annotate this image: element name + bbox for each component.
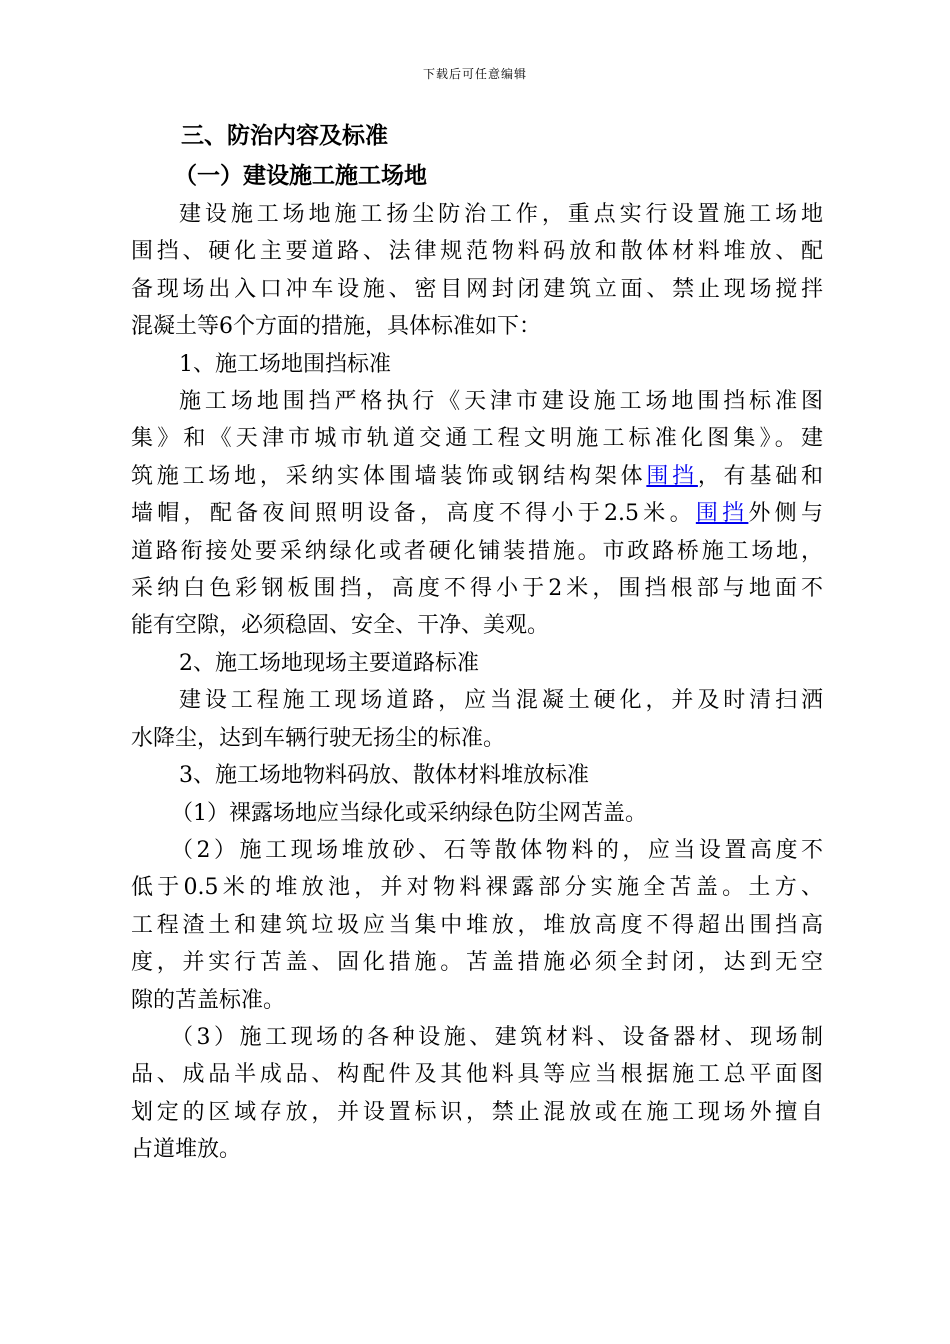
- paragraph-line: 水降尘，达到车辆行驶无扬尘的标准。: [131, 725, 506, 751]
- item-heading-3: 3、施工场地物料码放、散体材料堆放标准: [179, 763, 589, 789]
- paragraph-line: 度，并实行苫盖、固化措施。苫盖措施必须全封闭，达到无空: [131, 950, 823, 976]
- intro-paragraph: [131, 196, 823, 346]
- paragraph-line: 集》和《天津市城市轨道交通工程文明施工标准化图集》。建: [131, 426, 823, 452]
- document-body: [131, 116, 823, 1169]
- paragraph-line: [131, 495, 823, 532]
- section-title: 三、防治内容及标准: [181, 122, 388, 149]
- paragraph-line: 备现场出入口冲车设施、密目网封闭建筑立面、禁止现场搅拌: [131, 276, 823, 302]
- line-text: 筑施工场地，采纳实体围墙装饰或钢结构架体: [131, 463, 647, 489]
- paragraph-line: 施工场地围挡严格执行《天津市建设施工场地围挡标准图: [179, 389, 823, 415]
- hoarding-link[interactable]: 围挡: [695, 501, 749, 527]
- paragraph-line: 能有空隙，必须稳固、安全、干净、美观。: [131, 613, 550, 639]
- paragraph-line: 划定的区域存放，并设置标识，禁止混放或在施工现场外擅自: [131, 1099, 823, 1125]
- paragraph-line: 低于0.5米的堆放池，并对物料裸露部分实施全苫盖。土方、: [131, 875, 823, 901]
- hoarding-link[interactable]: 围挡: [646, 463, 698, 489]
- paragraph-line: 采纳白色彩钢板围挡，高度不得小于2米，围挡根部与地面不: [131, 576, 823, 602]
- paragraph-line: 隙的苫盖标准。: [131, 987, 286, 1013]
- line-text: ，有基础和: [697, 463, 823, 489]
- line-text: 墙帽，配备夜间照明设备，高度不得小于2.5米。: [131, 501, 696, 527]
- paragraph-line: 建设工程施工现场道路，应当混凝土硬化，并及时清扫洒: [179, 688, 823, 714]
- item1-paragraph: [131, 383, 823, 645]
- paragraph-line: 道路衔接处要采纳绿化或者硬化铺装措施。市政路桥施工场地，: [131, 538, 823, 564]
- sub-item-1: （1）裸露场地应当绿化或采纳绿色防尘网苫盖。: [171, 800, 647, 826]
- item2-paragraph: [131, 682, 823, 757]
- paragraph-line: 混凝土等6个方面的措施，具体标准如下：: [131, 314, 541, 340]
- paragraph-line: （3）施工现场的各种设施、建筑材料、设备器材、现场制: [171, 1024, 823, 1050]
- item-heading-2: 2、施工场地现场主要道路标准: [179, 650, 479, 676]
- paragraph-line: [131, 458, 823, 495]
- paragraph-line: 建设施工场地施工扬尘防治工作，重点实行设置施工场地: [179, 202, 823, 227]
- paragraph-line: 工程渣土和建筑垃圾应当集中堆放，堆放高度不得超出围挡高: [131, 912, 823, 938]
- sub-item-2: [131, 832, 823, 1019]
- paragraph-line: 围挡、硬化主要道路、法律规范物料码放和散体材料堆放、配: [131, 239, 823, 265]
- paragraph-line: 占道堆放。: [131, 1137, 242, 1163]
- section-subtitle: （一）建设施工施工场地: [174, 162, 427, 189]
- paragraph-line: 品、成品半成品、构配件及其他料具等应当根据施工总平面图: [131, 1062, 823, 1088]
- line-text: 外侧与: [748, 501, 823, 527]
- paragraph-line: （2）施工现场堆放砂、石等散体物料的，应当设置高度不: [171, 837, 823, 863]
- item-heading-1: 1、施工场地围挡标准: [179, 351, 391, 377]
- sub-item-3: [131, 1019, 823, 1169]
- page-header: 下载后可任意编辑: [422, 67, 527, 81]
